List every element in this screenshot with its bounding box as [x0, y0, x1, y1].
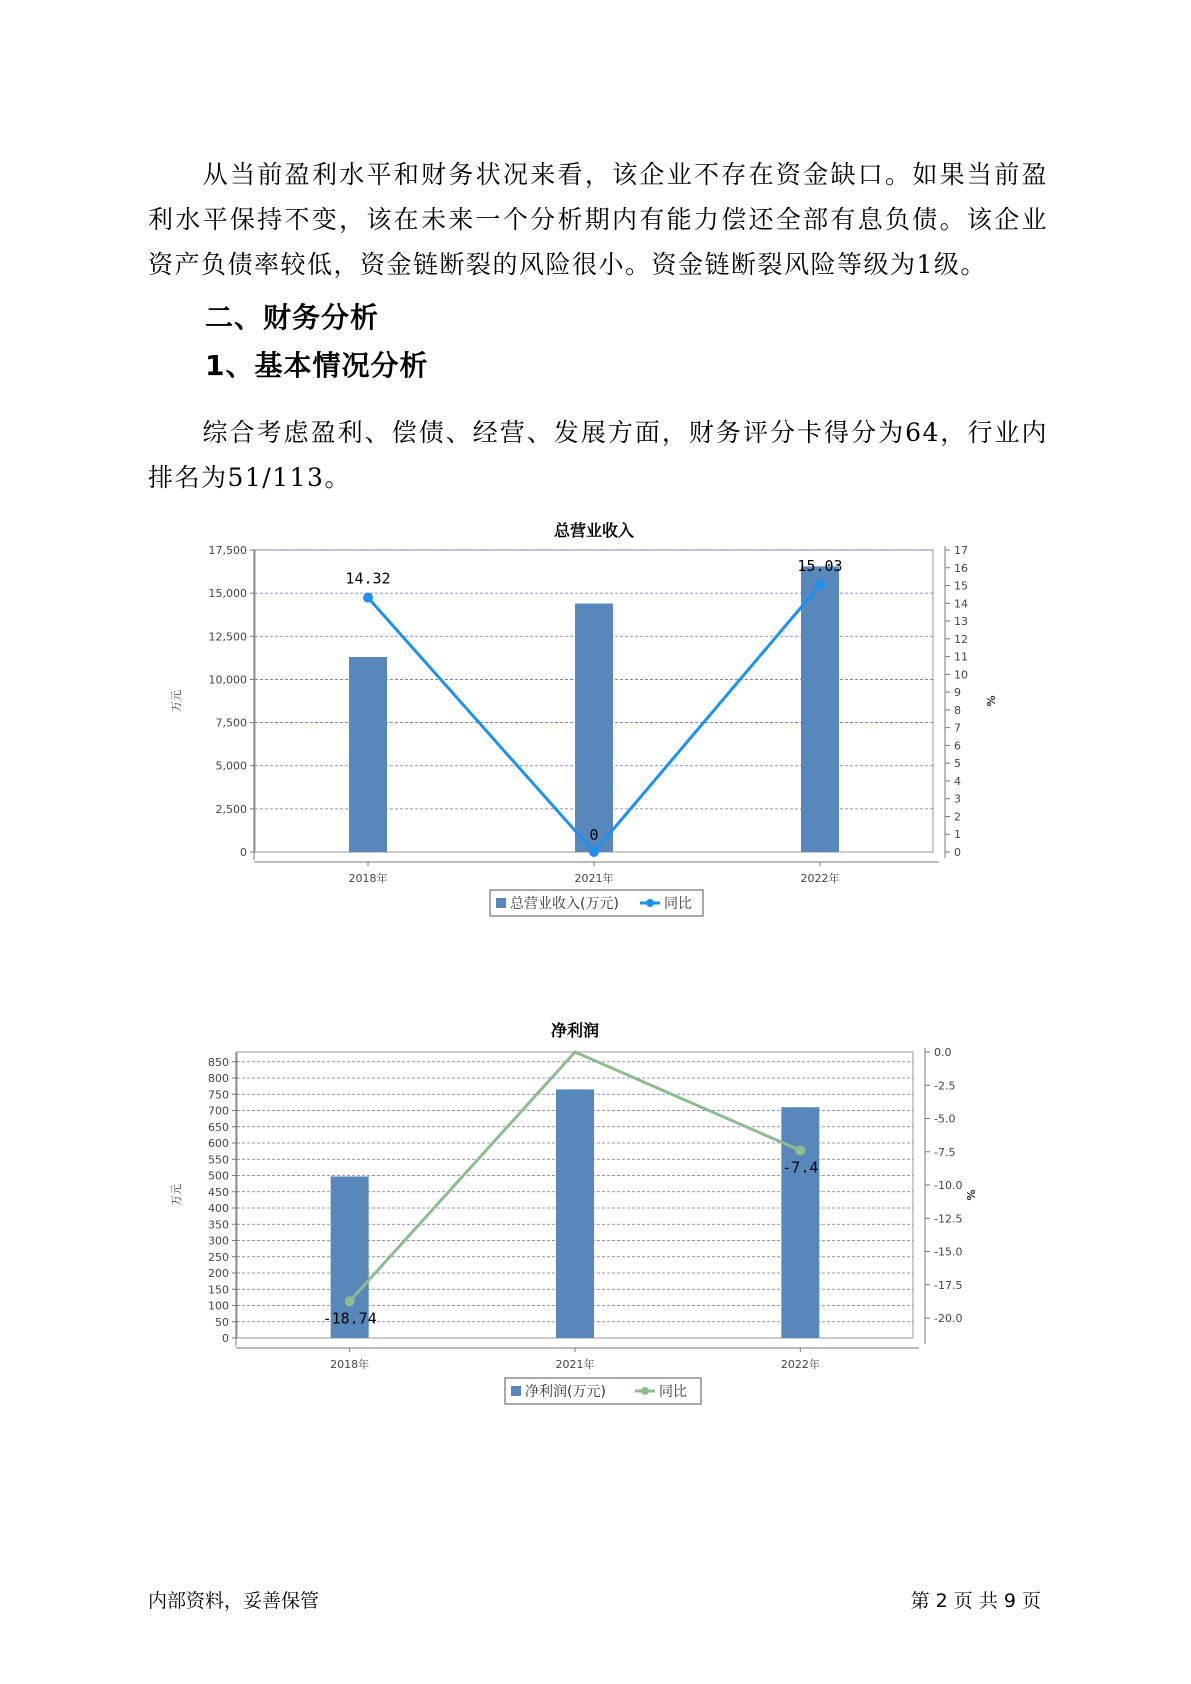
net-profit-chart [160, 1020, 1020, 1490]
left-axis-label: 万元 [170, 690, 183, 712]
paragraph-text: 从当前盈利水平和财务状况来看，该企业不存在资金缺口。如果当前盈利水平保持不变，该在未来一个分析期内有能力偿还全部有息负债。该企业资产负债率较低，资金链断裂的风险很小。资金链断裂风险等级为1级。 [148, 160, 1048, 279]
left-tick-label: 650 [208, 1120, 229, 1134]
category-label: 2021年 [555, 1358, 595, 1371]
paragraph-funding-gap [148, 152, 1048, 287]
revenue-chart [160, 520, 1020, 990]
paragraph-text: 综合考虑盈利、偿债、经营、发展方面，财务评分卡得分为64，行业内排名为51/113。 [148, 418, 1048, 492]
left-tick-label: 700 [208, 1104, 229, 1118]
right-tick-label: -17.5 [934, 1278, 963, 1292]
right-tick-label: -7.5 [934, 1145, 956, 1159]
right-tick-label: -12.5 [934, 1212, 963, 1226]
category-label: 2018年 [330, 1358, 370, 1371]
left-tick-label: 500 [208, 1169, 229, 1183]
right-tick-label: 3 [954, 792, 961, 806]
chart-title: 净利润 [550, 1021, 600, 1040]
yoy-data-label: 15.03 [797, 556, 843, 575]
right-tick-label: -5.0 [934, 1112, 956, 1126]
legend-line-label: 同比 [659, 1384, 687, 1400]
legend-bar-swatch [496, 898, 506, 908]
right-tick-label: 0 [954, 846, 961, 859]
category-label: 2018年 [348, 872, 388, 885]
right-tick-label: 11 [954, 650, 968, 664]
right-tick-label: -20.0 [934, 1312, 963, 1326]
left-tick-label: 450 [208, 1185, 229, 1199]
left-tick-label: 150 [208, 1283, 229, 1297]
right-tick-label: 7 [954, 721, 961, 735]
right-tick-label: 1 [954, 828, 961, 842]
left-tick-label: 850 [208, 1055, 229, 1069]
bar-2018年 [349, 657, 387, 852]
right-axis-label: % [965, 1189, 978, 1201]
left-tick-label: 350 [208, 1218, 229, 1232]
legend-bar-label: 总营业收入(万元) [510, 896, 619, 912]
right-tick-label: 0.0 [934, 1046, 952, 1059]
right-tick-label: -10.0 [934, 1179, 963, 1193]
category-label: 2022年 [780, 1358, 820, 1371]
left-tick-label: 250 [208, 1250, 229, 1264]
right-tick-label: 4 [954, 774, 961, 788]
left-tick-label: 0 [222, 1332, 229, 1345]
left-tick-label: 750 [208, 1088, 229, 1102]
footer-page-number: 第 2 页 共 9 页 [910, 1590, 1041, 1612]
legend-line-marker [641, 1387, 649, 1395]
left-axis-label: 万元 [170, 1184, 183, 1206]
left-tick-label: 5,000 [215, 759, 247, 773]
legend-line-marker [646, 899, 654, 907]
subsection-heading: 1、基本情况分析 [205, 349, 429, 382]
right-tick-label: 8 [954, 703, 961, 717]
right-tick-label: 14 [954, 597, 968, 611]
bar-2021年 [556, 1089, 594, 1338]
right-tick-label: 5 [954, 757, 961, 771]
right-tick-label: 12 [954, 632, 968, 646]
left-tick-label: 550 [208, 1153, 229, 1167]
left-tick-label: 800 [208, 1072, 229, 1085]
left-tick-label: 100 [208, 1299, 229, 1313]
yoy-point [363, 593, 373, 603]
yoy-point [795, 1145, 805, 1155]
left-tick-label: 200 [208, 1267, 229, 1280]
left-tick-label: 300 [208, 1234, 229, 1248]
left-tick-label: 400 [208, 1202, 229, 1215]
right-tick-label: 17 [954, 544, 968, 557]
left-tick-label: 0 [240, 846, 247, 859]
right-tick-label: 16 [954, 561, 968, 575]
left-tick-label: 7,500 [215, 716, 247, 730]
bar-2022年 [801, 566, 839, 852]
left-tick-label: 10,000 [208, 673, 247, 687]
yoy-data-label: -18.74 [322, 1309, 377, 1328]
right-tick-label: 13 [954, 615, 968, 629]
bar-2022年 [781, 1107, 819, 1338]
bar-2021年 [575, 603, 613, 852]
footer-confidential: 内部资料，妥善保管 [148, 1590, 320, 1612]
left-tick-label: 600 [208, 1137, 229, 1150]
right-axis-label: % [985, 695, 998, 707]
right-tick-label: 10 [954, 668, 968, 682]
left-tick-label: 2,500 [215, 802, 247, 816]
chart-title: 总营业收入 [553, 521, 635, 540]
legend-line-label: 同比 [664, 896, 692, 912]
category-label: 2022年 [800, 872, 840, 885]
yoy-data-label: 0 [589, 826, 599, 844]
yoy-point [815, 580, 825, 590]
left-tick-label: 12,500 [208, 630, 247, 644]
section-heading: 二、财务分析 [205, 301, 380, 334]
right-tick-label: -2.5 [934, 1079, 956, 1093]
left-tick-label: 50 [215, 1315, 229, 1329]
right-tick-label: 15 [954, 579, 968, 593]
right-tick-label: 6 [954, 739, 961, 753]
right-tick-label: 9 [954, 686, 961, 700]
yoy-point [589, 847, 599, 857]
right-tick-label: -15.0 [934, 1245, 963, 1259]
yoy-data-label: -7.4 [782, 1158, 819, 1177]
right-tick-label: 2 [954, 810, 961, 824]
legend-bar-swatch [511, 1386, 521, 1396]
left-tick-label: 17,500 [208, 544, 247, 557]
category-label: 2021年 [574, 872, 614, 885]
legend-bar-label: 净利润(万元) [525, 1384, 606, 1400]
yoy-data-label: 14.32 [345, 569, 391, 588]
paragraph-score [148, 410, 1048, 500]
yoy-point [345, 1296, 355, 1306]
left-tick-label: 15,000 [208, 587, 247, 601]
